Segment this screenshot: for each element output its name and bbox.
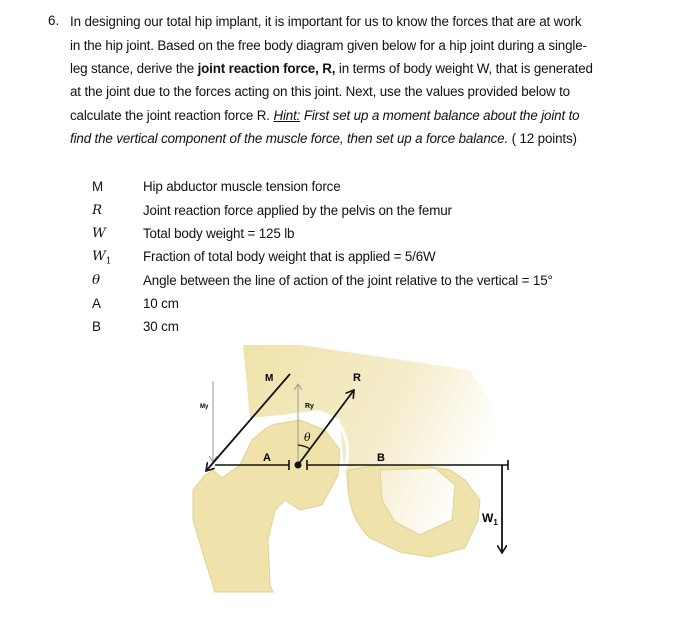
label-theta: θ bbox=[304, 431, 311, 444]
text: calculate the joint reaction force R. bbox=[70, 108, 274, 123]
text: In designing our total hip implant, it is important for us to know the forces that are at work bbox=[70, 14, 582, 29]
hint-text: find the vertical component of the muscle force, then set up a force balance. bbox=[70, 131, 509, 146]
label-a: A bbox=[263, 452, 271, 464]
def-text: Total body weight = 125 lb bbox=[143, 226, 295, 241]
subscript: 1 bbox=[105, 256, 112, 267]
def-text: Angle between the line of action of the joint relative to the vertical = 15° bbox=[143, 273, 553, 288]
points: ( 12 points) bbox=[508, 131, 577, 146]
def-symbol: M bbox=[92, 179, 104, 194]
def-symbol: A bbox=[92, 296, 101, 311]
text: in the hip joint. Based on the free body diagram given below for a hip joint during a single- bbox=[70, 38, 587, 53]
def-symbol: B bbox=[92, 319, 101, 334]
def-text: Joint reaction force applied by the pelvis on the femur bbox=[143, 203, 452, 218]
hint-label: Hint: bbox=[273, 108, 301, 123]
def-text: Hip abductor muscle tension force bbox=[143, 179, 341, 194]
bold-term: joint reaction force, R, bbox=[197, 61, 336, 76]
label-m: M bbox=[265, 373, 274, 384]
joint-center bbox=[295, 462, 302, 469]
def-symbol: θ bbox=[92, 273, 101, 288]
text: leg stance, derive the bbox=[70, 61, 198, 76]
femur bbox=[193, 420, 340, 592]
text: at the joint due to the forces acting on this joint. Next, use the values provided below to bbox=[70, 84, 570, 99]
label-b: B bbox=[377, 452, 385, 464]
subscript: 1 bbox=[493, 518, 498, 527]
def-text: 30 cm bbox=[143, 319, 179, 334]
symbol: W bbox=[92, 249, 106, 264]
def-text: Fraction of total body weight that is applied = 5/6W bbox=[143, 249, 436, 264]
label-ry: Ry bbox=[305, 403, 314, 410]
label-r: R bbox=[353, 372, 361, 384]
hint-text: First set up a moment balance about the joint to bbox=[300, 108, 580, 123]
question-number: 6. bbox=[48, 13, 60, 28]
def-symbol: W bbox=[92, 226, 106, 241]
def-symbol: R bbox=[92, 203, 103, 218]
w: W bbox=[482, 511, 494, 525]
def-text: 10 cm bbox=[143, 296, 179, 311]
label-my: My bbox=[200, 404, 209, 410]
text: in terms of body weight W, that is generated bbox=[335, 61, 593, 76]
label-w1 bbox=[482, 511, 498, 527]
